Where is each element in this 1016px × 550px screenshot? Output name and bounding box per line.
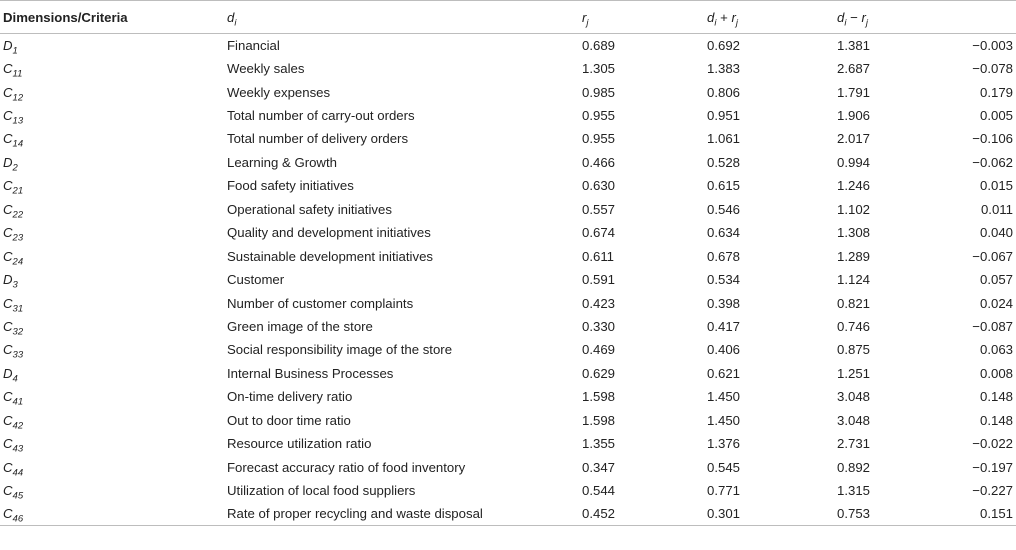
row-code-letter: C bbox=[3, 342, 13, 358]
row-code-sub: 4 bbox=[12, 373, 18, 385]
row-code-letter: C bbox=[3, 201, 13, 217]
table-row bbox=[0, 34, 1016, 57]
table-body bbox=[0, 34, 1016, 526]
row-code-letter: C bbox=[3, 412, 13, 428]
row-code-sub: 43 bbox=[12, 443, 24, 455]
row-value-2: 0.417 bbox=[707, 318, 741, 334]
row-value-3: 1.791 bbox=[837, 84, 871, 100]
table-row bbox=[0, 80, 1016, 103]
row-name: Sustainable development initiatives bbox=[227, 248, 433, 264]
table-row bbox=[0, 432, 1016, 455]
header-di-plus-rj bbox=[707, 1, 837, 34]
table-row bbox=[0, 409, 1016, 432]
row-code bbox=[0, 385, 227, 408]
row-code bbox=[0, 291, 227, 314]
header-diff-a: d bbox=[837, 9, 845, 25]
row-code-sub: 33 bbox=[12, 349, 24, 361]
table-row bbox=[0, 127, 1016, 150]
row-code-sub: 22 bbox=[12, 209, 24, 221]
row-code bbox=[0, 502, 227, 525]
row-code bbox=[0, 455, 227, 478]
row-value-3: 2.731 bbox=[837, 436, 871, 452]
row-code bbox=[0, 338, 227, 361]
row-value-4: −0.022 bbox=[972, 436, 1013, 452]
row-code-letter: C bbox=[3, 61, 13, 77]
table-row bbox=[0, 502, 1016, 525]
row-name: Utilization of local food suppliers bbox=[227, 483, 416, 499]
header-sum-op: + bbox=[716, 9, 732, 25]
row-value-2: 0.398 bbox=[707, 295, 741, 311]
row-code bbox=[0, 57, 227, 80]
table-row bbox=[0, 268, 1016, 291]
row-code-sub: 11 bbox=[12, 68, 23, 80]
row-value-2: 0.951 bbox=[707, 108, 741, 124]
row-value-2: 0.545 bbox=[707, 459, 741, 475]
row-name: Weekly expenses bbox=[227, 84, 331, 100]
row-value-4: 0.011 bbox=[980, 201, 1013, 217]
row-value-2: 0.406 bbox=[707, 342, 741, 358]
row-code bbox=[0, 198, 227, 221]
row-value-4: −0.197 bbox=[972, 459, 1013, 475]
table-row bbox=[0, 221, 1016, 244]
table-row bbox=[0, 385, 1016, 408]
row-value-4: 0.008 bbox=[979, 365, 1013, 381]
row-value-4: −0.087 bbox=[972, 318, 1013, 334]
row-code bbox=[0, 104, 227, 127]
row-value-3: 1.124 bbox=[837, 272, 871, 288]
row-name: Total number of delivery orders bbox=[227, 131, 409, 147]
row-code-letter: C bbox=[3, 436, 13, 452]
row-name: Weekly sales bbox=[227, 61, 305, 77]
table-row bbox=[0, 244, 1016, 267]
table-row bbox=[0, 57, 1016, 80]
table-row bbox=[0, 455, 1016, 478]
row-value-1: 0.423 bbox=[582, 295, 616, 311]
row-value-4: −0.106 bbox=[972, 131, 1013, 147]
row-value-1: 0.330 bbox=[582, 318, 616, 334]
row-value-2: 0.528 bbox=[707, 154, 741, 170]
row-code-sub: 13 bbox=[12, 115, 24, 127]
row-code-sub: 23 bbox=[12, 232, 24, 244]
row-name: Forecast accuracy ratio of food inventory bbox=[227, 459, 466, 475]
row-code-letter: C bbox=[3, 225, 13, 241]
row-value-2: 1.450 bbox=[707, 389, 741, 405]
row-value-3: 1.308 bbox=[837, 225, 871, 241]
row-value-1: 0.689 bbox=[582, 37, 616, 53]
row-code-letter: C bbox=[3, 506, 13, 522]
table-row bbox=[0, 291, 1016, 314]
row-code bbox=[0, 244, 227, 267]
row-name: Total number of carry-out orders bbox=[227, 108, 415, 124]
row-name: Number of customer complaints bbox=[227, 295, 414, 311]
row-code bbox=[0, 34, 227, 57]
row-code-sub: 14 bbox=[12, 138, 24, 150]
row-code bbox=[0, 268, 227, 291]
table-row bbox=[0, 151, 1016, 174]
row-value-1: 0.629 bbox=[582, 365, 616, 381]
row-code bbox=[0, 409, 227, 432]
row-code-sub: 12 bbox=[12, 91, 24, 103]
header-diff-b-sub: j bbox=[865, 16, 869, 28]
row-value-1: 1.355 bbox=[582, 436, 616, 452]
row-code-letter: C bbox=[3, 459, 13, 475]
row-name: Learning & Growth bbox=[227, 154, 337, 170]
row-code-sub: 32 bbox=[12, 326, 24, 338]
row-value-2: 0.534 bbox=[707, 272, 741, 288]
row-value-2: 0.692 bbox=[707, 37, 741, 53]
row-value-2: 0.621 bbox=[707, 365, 741, 381]
table-header-row bbox=[0, 1, 1016, 34]
table-row bbox=[0, 362, 1016, 385]
row-value-4: 0.057 bbox=[979, 272, 1013, 288]
row-name: Operational safety initiatives bbox=[227, 201, 392, 217]
row-name: Resource utilization ratio bbox=[227, 436, 372, 452]
header-rj-base: r bbox=[582, 9, 587, 25]
row-value-3: 0.746 bbox=[837, 318, 871, 334]
row-name: Internal Business Processes bbox=[227, 365, 394, 381]
row-code bbox=[0, 151, 227, 174]
header-diff-b: r bbox=[861, 9, 866, 25]
row-code-sub: 24 bbox=[12, 255, 24, 267]
header-di-minus-rj bbox=[837, 1, 959, 34]
row-value-1: 0.955 bbox=[582, 108, 616, 124]
row-value-2: 0.546 bbox=[707, 201, 741, 217]
row-value-4: 0.063 bbox=[979, 342, 1013, 358]
row-value-4: −0.003 bbox=[972, 37, 1013, 53]
row-code bbox=[0, 174, 227, 197]
row-code-letter: D bbox=[3, 37, 13, 53]
row-name: Financial bbox=[227, 37, 280, 53]
row-name: Rate of proper recycling and waste disposal bbox=[227, 502, 582, 525]
row-code-letter: C bbox=[3, 84, 13, 100]
row-name: Social responsibility image of the store bbox=[227, 342, 453, 358]
row-value-1: 1.305 bbox=[582, 61, 616, 77]
row-code-sub: 1 bbox=[12, 45, 18, 57]
row-value-1: 1.598 bbox=[582, 412, 616, 428]
row-value-1: 0.591 bbox=[582, 272, 616, 288]
row-value-3: 2.687 bbox=[837, 61, 871, 77]
row-value-4: 0.040 bbox=[979, 225, 1013, 241]
row-value-3: 3.048 bbox=[837, 412, 871, 428]
row-value-2: 0.806 bbox=[707, 84, 741, 100]
row-code-letter: D bbox=[3, 272, 13, 288]
row-code-sub: 2 bbox=[12, 162, 18, 174]
row-code bbox=[0, 127, 227, 150]
row-value-3: 0.994 bbox=[837, 154, 871, 170]
row-code-letter: C bbox=[3, 318, 13, 334]
row-code-letter: C bbox=[3, 131, 13, 147]
table-row bbox=[0, 104, 1016, 127]
table-row bbox=[0, 198, 1016, 221]
row-value-1: 0.955 bbox=[582, 131, 616, 147]
row-value-2: 0.678 bbox=[707, 248, 741, 264]
row-value-3: 1.381 bbox=[837, 37, 871, 53]
row-code-sub: 46 bbox=[12, 513, 24, 525]
row-value-4: 0.005 bbox=[979, 108, 1013, 124]
row-value-4: 0.024 bbox=[979, 295, 1013, 311]
row-code bbox=[0, 80, 227, 103]
header-rj bbox=[582, 1, 707, 34]
row-value-3: 1.246 bbox=[837, 178, 871, 194]
row-value-1: 0.544 bbox=[582, 483, 616, 499]
row-value-1: 0.452 bbox=[582, 502, 707, 525]
row-value-4: 0.015 bbox=[979, 178, 1013, 194]
table-row bbox=[0, 479, 1016, 502]
header-diff-op: − bbox=[846, 9, 862, 25]
row-value-1: 0.611 bbox=[582, 248, 615, 264]
row-value-1: 0.985 bbox=[582, 84, 616, 100]
header-di-base: d bbox=[227, 9, 235, 25]
row-value-4: −0.062 bbox=[972, 154, 1013, 170]
row-value-4: −0.078 bbox=[972, 61, 1013, 77]
row-value-3: 1.102 bbox=[837, 201, 871, 217]
row-value-2: 0.301 bbox=[707, 502, 837, 525]
row-code-letter: C bbox=[3, 389, 13, 405]
header-sum-a: d bbox=[707, 9, 715, 25]
row-code-letter: C bbox=[3, 483, 13, 499]
row-value-3: 2.017 bbox=[837, 131, 871, 147]
row-code-letter: D bbox=[3, 154, 13, 170]
row-code bbox=[0, 315, 227, 338]
row-code-sub: 21 bbox=[12, 185, 24, 197]
row-value-1: 1.598 bbox=[582, 389, 616, 405]
table-row bbox=[0, 338, 1016, 361]
row-name: Quality and development initiatives bbox=[227, 225, 431, 241]
row-value-4: 0.179 bbox=[979, 84, 1013, 100]
row-code bbox=[0, 479, 227, 502]
row-value-4: −0.067 bbox=[972, 248, 1013, 264]
row-code-sub: 31 bbox=[12, 302, 24, 314]
row-code bbox=[0, 362, 227, 385]
row-value-2: 0.771 bbox=[707, 483, 741, 499]
row-name: Green image of the store bbox=[227, 318, 373, 334]
row-value-1: 0.557 bbox=[582, 201, 616, 217]
row-value-3: 0.753 bbox=[837, 502, 959, 525]
row-value-1: 0.466 bbox=[582, 154, 616, 170]
row-code-sub: 44 bbox=[12, 466, 24, 478]
row-value-3: 1.906 bbox=[837, 108, 871, 124]
row-code-letter: C bbox=[3, 178, 13, 194]
row-code-letter: C bbox=[3, 248, 13, 264]
row-value-4: −0.227 bbox=[972, 483, 1013, 499]
row-value-3: 0.875 bbox=[837, 342, 871, 358]
row-value-1: 0.469 bbox=[582, 342, 616, 358]
header-dimensions-criteria: Dimensions/Criteria bbox=[0, 1, 227, 34]
row-value-1: 0.630 bbox=[582, 178, 616, 194]
header-di bbox=[227, 1, 582, 34]
row-name: On-time delivery ratio bbox=[227, 389, 353, 405]
row-name: Customer bbox=[227, 272, 285, 288]
row-code-letter: D bbox=[3, 365, 13, 381]
row-value-2: 0.615 bbox=[707, 178, 741, 194]
row-code-sub: 45 bbox=[12, 490, 24, 502]
header-sum-a-sub: i bbox=[714, 16, 717, 28]
row-value-3: 1.315 bbox=[837, 483, 871, 499]
row-value-2: 1.383 bbox=[707, 61, 741, 77]
row-code-sub: 41 bbox=[12, 396, 24, 408]
header-sum-b-sub: j bbox=[735, 16, 739, 28]
row-value-3: 0.892 bbox=[837, 459, 871, 475]
row-code-letter: C bbox=[3, 108, 13, 124]
row-value-4: 0.148 bbox=[979, 412, 1013, 428]
row-value-2: 1.450 bbox=[707, 412, 741, 428]
row-name: Food safety initiatives bbox=[227, 178, 354, 194]
row-value-3: 1.289 bbox=[837, 248, 871, 264]
row-value-4: 0.148 bbox=[979, 389, 1013, 405]
row-value-3: 1.251 bbox=[837, 365, 871, 381]
row-name: Out to door time ratio bbox=[227, 412, 351, 428]
row-value-4: 0.151 bbox=[959, 502, 1016, 525]
row-value-3: 0.821 bbox=[837, 295, 871, 311]
row-code bbox=[0, 432, 227, 455]
row-code bbox=[0, 221, 227, 244]
row-value-2: 1.061 bbox=[707, 131, 741, 147]
table-row bbox=[0, 174, 1016, 197]
header-sum-b: r bbox=[731, 9, 736, 25]
row-value-2: 1.376 bbox=[707, 436, 741, 452]
header-di-sub: i bbox=[234, 16, 237, 28]
row-value-1: 0.347 bbox=[582, 459, 616, 475]
row-value-1: 0.674 bbox=[582, 225, 616, 241]
row-code-sub: 3 bbox=[12, 279, 18, 291]
row-code-sub: 42 bbox=[12, 420, 24, 432]
row-code-letter: C bbox=[3, 295, 13, 311]
row-value-2: 0.634 bbox=[707, 225, 741, 241]
header-empty bbox=[959, 1, 1016, 34]
row-value-3: 3.048 bbox=[837, 389, 871, 405]
header-rj-sub: j bbox=[586, 16, 589, 28]
header-diff-a-sub: i bbox=[844, 16, 847, 28]
table-row bbox=[0, 315, 1016, 338]
